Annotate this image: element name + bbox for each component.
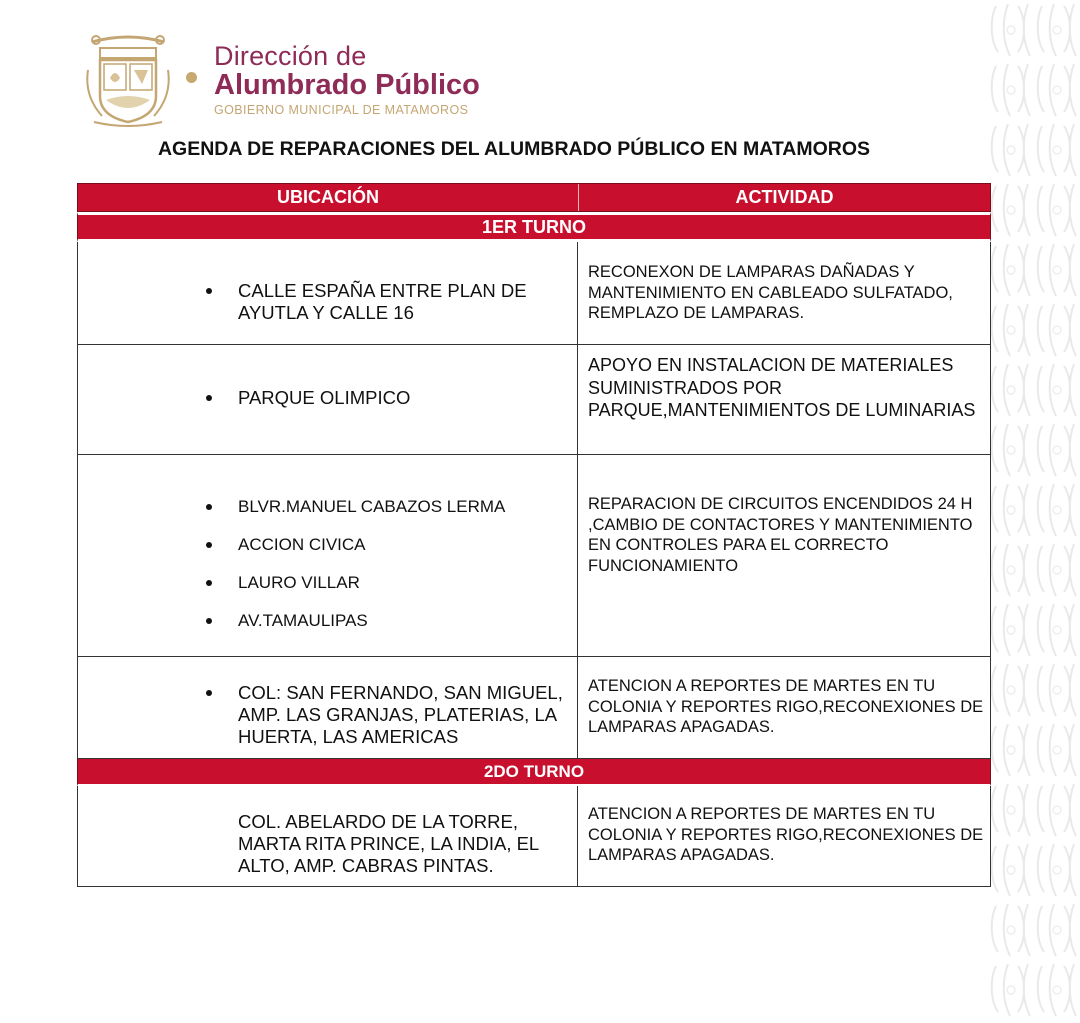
- bullet-icon: [206, 580, 212, 586]
- location-text: COL: SAN FERNANDO, SAN MIGUEL, AMP. LAS GRANJAS, PLATERIAS, LA HUERTA, LAS AMERICAS: [238, 682, 563, 747]
- location-cell: [78, 786, 578, 886]
- shift-header-first: 1ER TURNO: [77, 212, 991, 242]
- table-row: [77, 345, 991, 455]
- location-item: [78, 811, 577, 877]
- location-text: BLVR.MANUEL CABAZOS LERMA: [238, 497, 506, 516]
- bullet-icon: [206, 690, 212, 696]
- shift-header-second: 2DO TURNO: [77, 759, 991, 786]
- location-cell: [78, 242, 578, 344]
- municipal-seal-logo: [82, 30, 174, 128]
- table-header-row: [77, 183, 991, 212]
- location-text: COL. ABELARDO DE LA TORRE, MARTA RITA PRINCE, LA INDIA, EL ALTO, AMP. CABRAS PINTAS.: [238, 811, 539, 876]
- activity-cell: REPARACION DE CIRCUITOS ENCENDIDOS 24 H ,CAMBIO DE CONTACTORES Y MANTENIMIENTO EN CONTROLES PARA EL CORRECTO FUNCIONAMIENTO: [588, 495, 973, 575]
- separator-dot: [186, 72, 197, 83]
- decorative-pattern: [988, 0, 1080, 1023]
- activity-cell: APOYO EN INSTALACION DE MATERIALES SUMINISTRADOS POR PARQUE,MANTENIMIENTOS DE LUMINARIAS: [588, 355, 976, 420]
- activity-cell: RECONEXON DE LAMPARAS DAÑADAS Y MANTENIMIENTO EN CABLEADO SULFATADO, REMPLAZO DE LAMPARAS.: [588, 263, 953, 322]
- location-text: CALLE ESPAÑA ENTRE PLAN DE AYUTLA Y CALLE 16: [238, 280, 527, 323]
- location-item: [78, 682, 577, 748]
- pattern-svg: [988, 0, 1080, 1023]
- activity-cell: ATENCION A REPORTES DE MARTES EN TU COLONIA Y REPORTES RIGO,RECONEXIONES DE LAMPARAS APAGADAS.: [588, 677, 984, 736]
- location-cell: [78, 657, 578, 758]
- location-cell: [78, 345, 578, 454]
- column-header-location: UBICACIÓN: [78, 184, 579, 211]
- bullet-icon: [206, 542, 212, 548]
- table-row: [77, 786, 991, 887]
- activity-cell: ATENCION A REPORTES DE MARTES EN TU COLONIA Y REPORTES RIGO,RECONEXIONES DE LAMPARAS APAGADAS.: [588, 805, 984, 864]
- location-item: [78, 610, 577, 632]
- org-name-line2: Alumbrado Público: [214, 69, 480, 101]
- page-title: AGENDA DE REPARACIONES DEL ALUMBRADO PÚBLICO EN MATAMOROS: [157, 138, 871, 160]
- location-text: AV.TAMAULIPAS: [238, 611, 368, 630]
- location-item: [78, 496, 577, 518]
- table-row: [77, 657, 991, 759]
- bullet-icon: [206, 288, 212, 294]
- location-item: [78, 534, 577, 556]
- table-row: [77, 242, 991, 345]
- bullet-icon: [206, 395, 212, 401]
- location-item: [78, 387, 577, 409]
- org-name-line1: Dirección de: [214, 41, 367, 71]
- repairs-table: [77, 183, 991, 887]
- bullet-icon: [206, 618, 212, 624]
- location-item: [78, 280, 577, 324]
- bullet-icon: [206, 504, 212, 510]
- location-item: [78, 572, 577, 594]
- table-row: [77, 455, 991, 657]
- org-government-line: GOBIERNO MUNICIPAL DE MATAMOROS: [214, 103, 469, 117]
- seal-icon: [82, 30, 174, 128]
- location-text: ACCION CIVICA: [238, 535, 366, 554]
- location-text: LAURO VILLAR: [238, 573, 360, 592]
- location-text: PARQUE OLIMPICO: [238, 387, 411, 408]
- location-cell: [78, 455, 578, 656]
- column-header-activity: ACTIVIDAD: [735, 187, 834, 207]
